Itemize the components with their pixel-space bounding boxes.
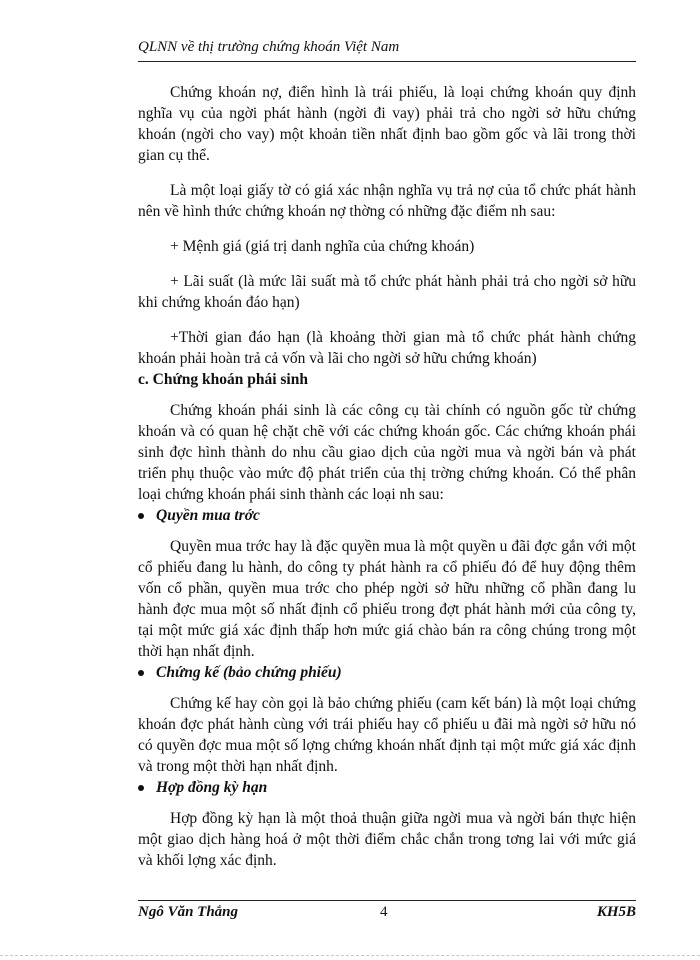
bullet-label: Quyền mua trớc <box>156 507 260 524</box>
footer-page-number: 4 <box>380 904 388 920</box>
bullet-dot-icon <box>138 670 144 676</box>
page-break-divider <box>0 955 700 956</box>
paragraph-debt-characteristics: Là một loại giấy tờ có giá xác nhận nghĩa vụ trả nợ của tổ chức phát hành nên về hình thức chứng khoán nợ thờng có những đặc điểm nh sau: <box>138 182 636 220</box>
list-item-maturity: +Thời gian đáo hạn (là khoảng thời gian mà tổ chức phát hành chứng khoán phải hoàn trả cả vốn và lãi cho ngời sở hữu chứng khoán) <box>138 329 636 367</box>
section-heading-derivatives: c. Chứng khoán phái sinh <box>138 371 308 388</box>
paragraph-debt-securities: Chứng khoán nợ, điển hình là trái phiếu, là loại chứng khoán quy định nghĩa vụ của ngời phát hành (ngời đi vay) phải trả cho ngời sở hữu chứng khoán (ngời cho vay) một khoản tiền nhất định bao gồm gốc và lãi trong thời gian cụ thể. <box>138 84 636 164</box>
bullet-label: Chứng kế (bảo chứng phiếu) <box>156 664 342 681</box>
bullet-dot-icon <box>138 785 144 791</box>
bullet-label: Hợp đồng kỳ hạn <box>156 779 268 796</box>
paragraph-derivatives: Chứng khoán phái sinh là các công cụ tài chính có nguồn gốc từ chứng khoán và có quan hệ chặt chẽ với các chứng khoán gốc. Các chứng khoán phái sinh đợc hình thành do nhu cầu giao dịch của ngời mua và ngời bán và phát triển phụ thuộc vào mức độ phát triển của thị trờng chứng khoán. Có thể phân loại chứng khoán phái sinh thành các loại nh sau: <box>138 402 636 503</box>
paragraph-forwards: Hợp đồng kỳ hạn là một thoả thuận giữa ngời mua và ngời bán thực hiện một giao dịch hàng hoá ở một thời điểm chắc chắn trong tơng lai với mức giá và khối lợng xác định. <box>138 810 636 869</box>
footer-rule <box>138 900 636 901</box>
page-body <box>138 82 636 871</box>
list-item-par-value: + Mệnh giá (giá trị danh nghĩa của chứng khoán) <box>170 238 475 255</box>
page-header-title: QLNN về thị trường chứng khoán Việt Nam <box>138 39 400 55</box>
list-item-interest-rate: + Lãi suất (là mức lãi suất mà tổ chức phát hành phải trả cho ngời sở hữu khi chứng khoán đáo hạn) <box>138 273 636 311</box>
bullet-dot-icon <box>138 513 144 519</box>
bullet-heading-rights <box>138 505 636 526</box>
paragraph-rights: Quyền mua trớc hay là đặc quyền mua là một quyền u đãi đợc gắn với một cổ phiếu đang lu hành, do công ty phát hành ra cổ phiếu đó để huy động thêm vốn cổ phần, quyền mua trớc cho phép ngời sở hữu những cổ phần đang lu hành đợc mua một số nhất định cổ phiếu trong đợt phát hành mới của công ty, tại một mức giá xác định thấp hơn mức giá chào bán ra công chúng trong một thời hạn nhất định. <box>138 538 636 660</box>
header-rule <box>138 61 636 62</box>
footer-class-code: KH5B <box>596 904 636 920</box>
footer-author: Ngô Văn Thắng <box>138 904 239 920</box>
bullet-heading-forwards <box>138 777 636 798</box>
bullet-heading-warrants <box>138 662 636 683</box>
paragraph-warrants: Chứng kế hay còn gọi là bảo chứng phiếu (cam kết bán) là một loại chứng khoán đợc phát hành cùng với trái phiếu hay cổ phiếu u đãi mà ngời sở hữu nó có quyền đợc mua một số lợng chứng khoán nhất định tại một mức giá xác định và trong một thời hạn nhất định. <box>138 695 636 775</box>
